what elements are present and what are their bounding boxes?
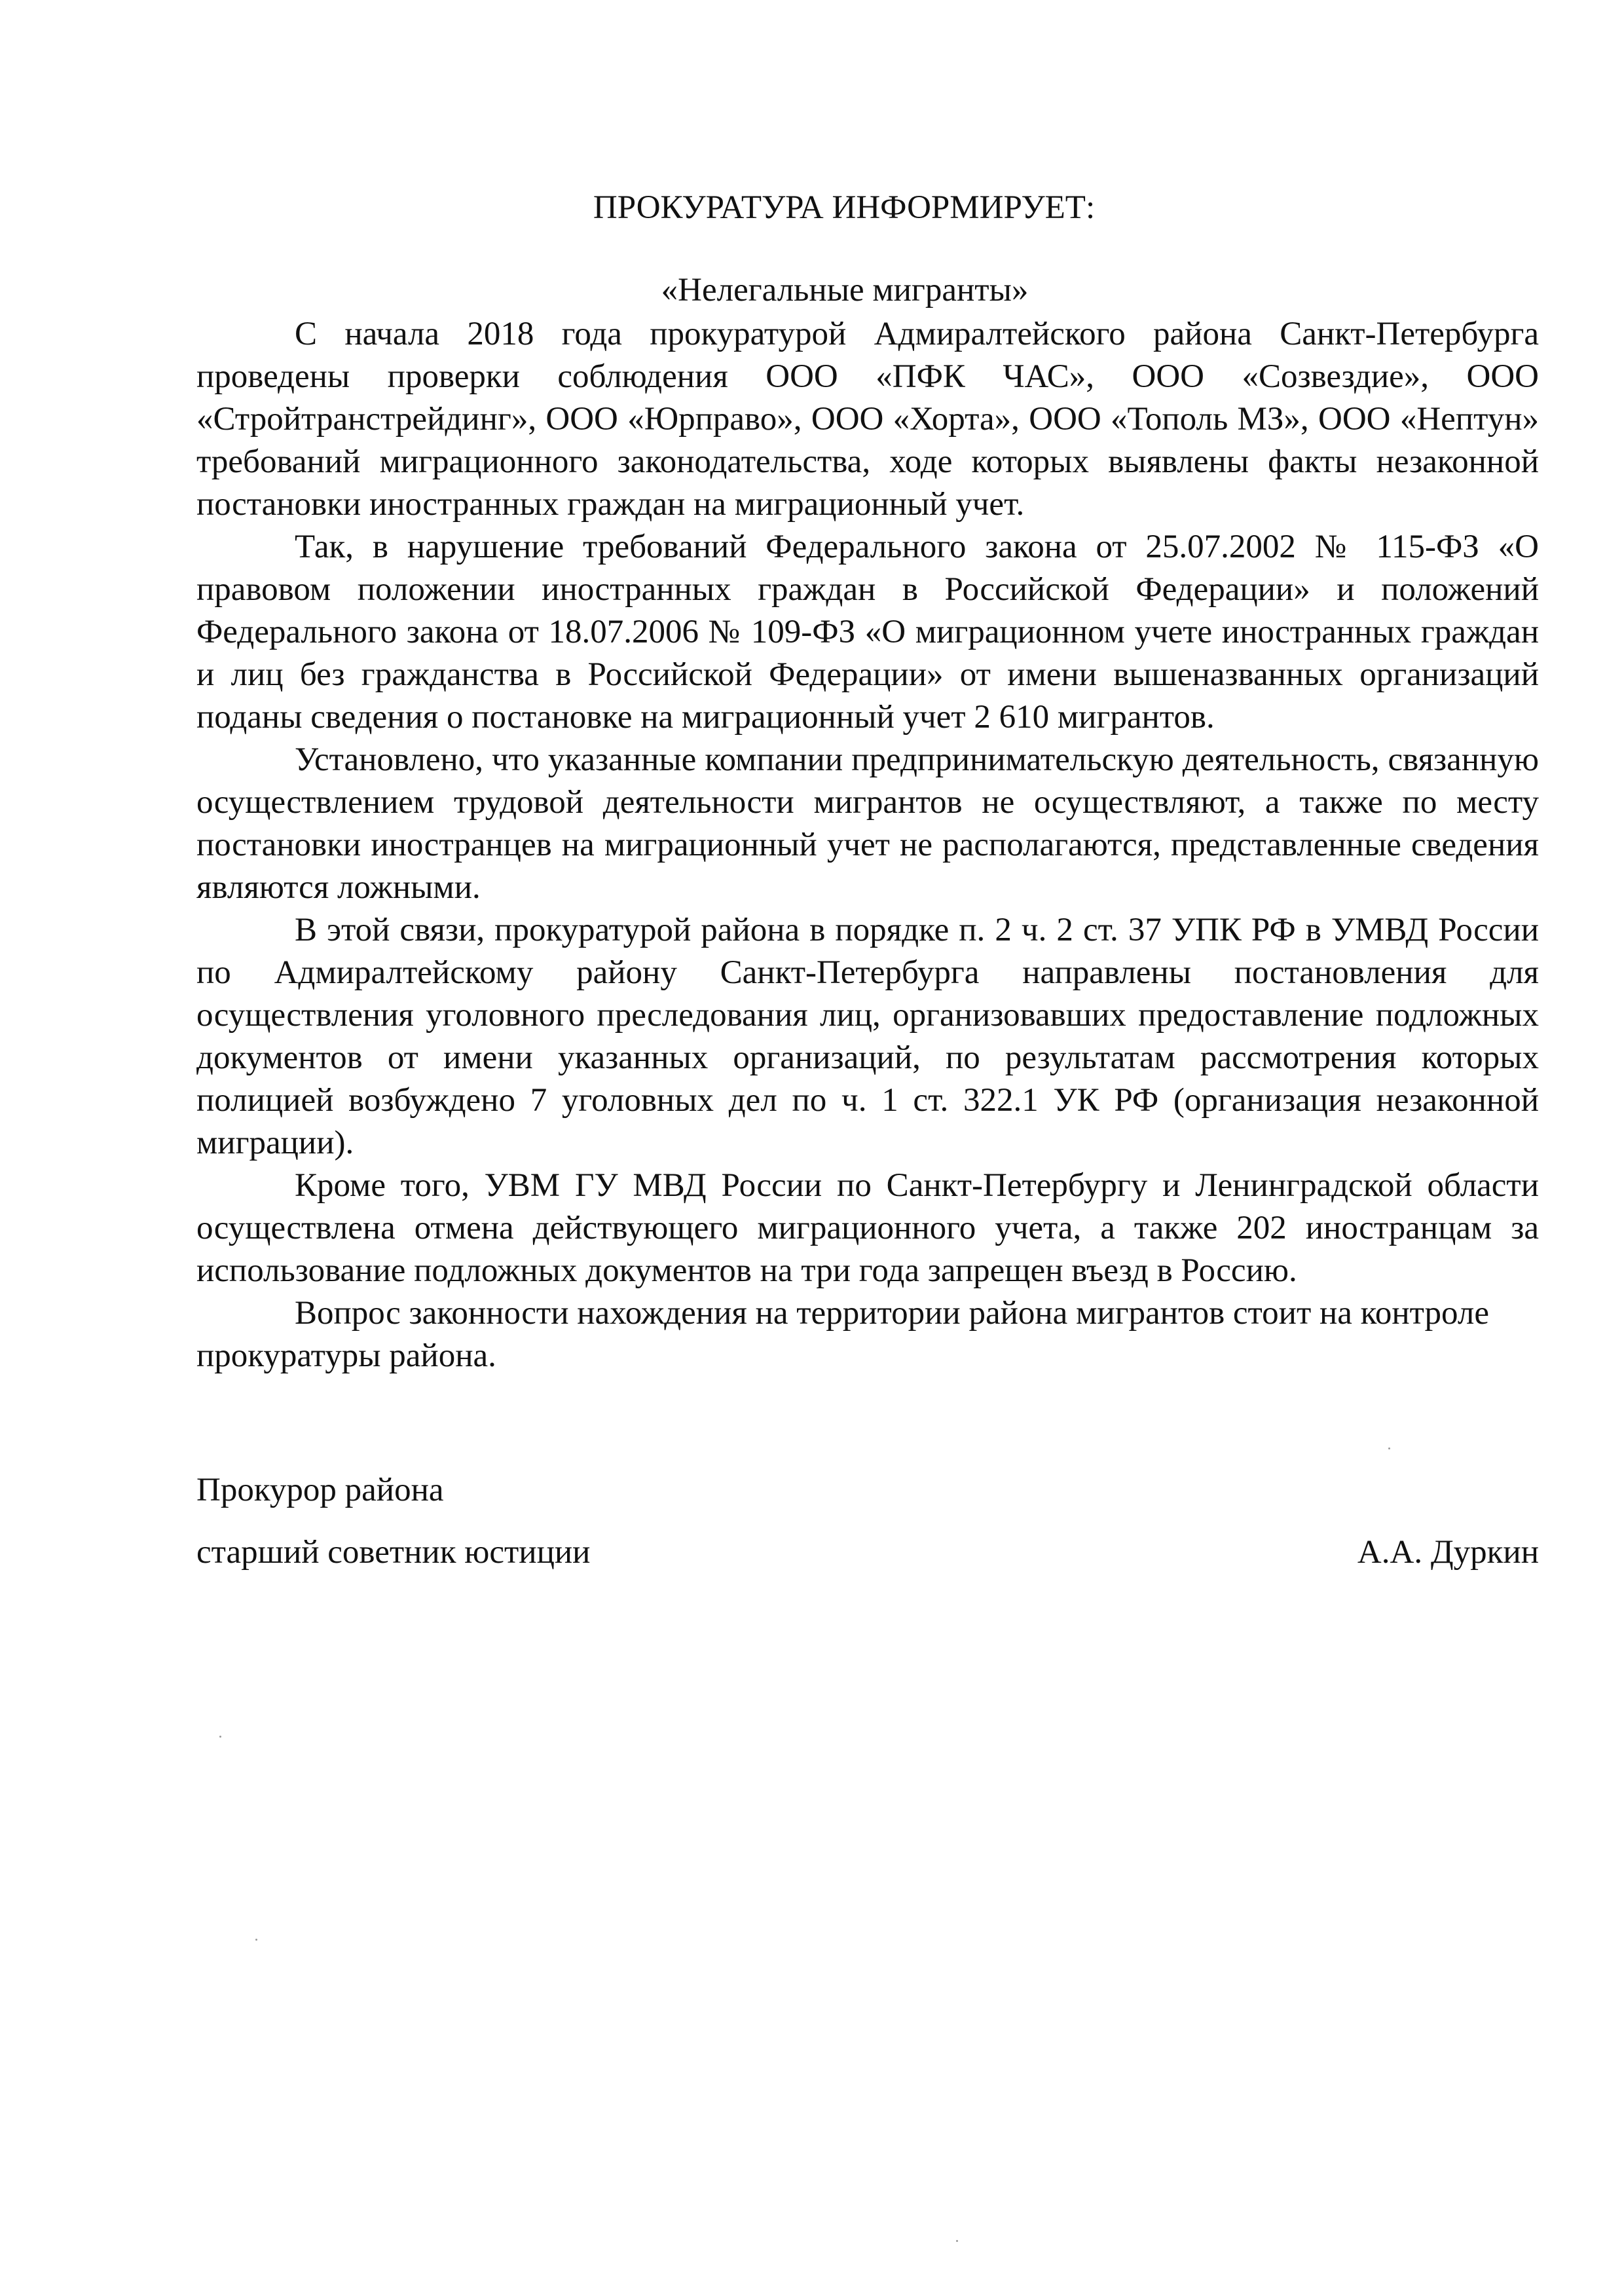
- paragraph-violations: Так, в нарушение требований Федерального закона от 25.07.2002 № 115-ФЗ «О правовом положении иностранных граждан в Российской Федерации» и положений Федерального закона от 18.07.2006 № 109-ФЗ «О миграционном учете иностранных граждан и лиц без гражданства в Российской Федерации» от имени вышеназванных организаций поданы сведения о постановке на миграционный учет 2 610 мигрантов.: [196, 529, 1539, 736]
- signature-name: А.А. Дуркин: [1357, 1534, 1539, 1571]
- paragraph-inspections: С начала 2018 года прокуратурой Адмиралтейского района Санкт-Петербурга проведены проверки соблюдения ООО «ПФК ЧАС», ООО «Созвездие», ООО «Стройтранстрейдинг», ООО «Юрправо», ООО «Хорта», ООО «Тополь МЗ», ООО «Нептун» требований миграционного законодательства, ходе которых выявлены факты незаконной постановки иностранных граждан на миграционный учет.: [196, 316, 1539, 523]
- scan-speck: [255, 1939, 257, 1941]
- signature-line: [196, 1533, 1539, 1572]
- signature-rank: старший советник юстиции: [196, 1534, 591, 1571]
- paragraph-criminal-cases: В этой связи, прокуратурой района в порядке п. 2 ч. 2 ст. 37 УПК РФ в УМВД России по Адмиралтейскому району Санкт-Петербурга направлены постановления для осуществления уголовного преследования лиц, организовавших предоставление подложных документов от имени указанных организаций, по результатам рассмотрения которых полицией возбуждено 7 уголовных дел по ч. 1 ст. 322.1 УК РФ (организация незаконной миграции).: [196, 912, 1539, 1161]
- scan-speck: [219, 1736, 221, 1738]
- paragraph-findings: Установлено, что указанные компании предпринимательскую деятельность, связанную осуществлением трудовой деятельности мигрантов не осуществляют, а также по месту постановки иностранцев на миграционный учет не располагаются, представленные сведения являются ложными.: [196, 741, 1539, 906]
- signature-position: Прокурор района: [196, 1472, 444, 1508]
- scan-speck: [1388, 1447, 1390, 1449]
- paragraph-control: Вопрос законности нахождения на территории района мигрантов стоит на контроле прокуратуры района.: [196, 1295, 1489, 1374]
- document-subtitle: «Нелегальные мигранты»: [661, 272, 1029, 308]
- document-body: [196, 313, 1539, 1377]
- paragraph-entry-ban: Кроме того, УВМ ГУ МВД России по Санкт-Петербургу и Ленинградской области осуществлена отмена действующего миграционного учета, а также 202 иностранцам за использование подложных документов на три года запрещен въезд в Россию.: [196, 1167, 1539, 1289]
- scan-speck: [956, 2240, 958, 2242]
- document-title: ПРОКУРАТУРА ИНФОРМИРУЕТ:: [593, 189, 1096, 226]
